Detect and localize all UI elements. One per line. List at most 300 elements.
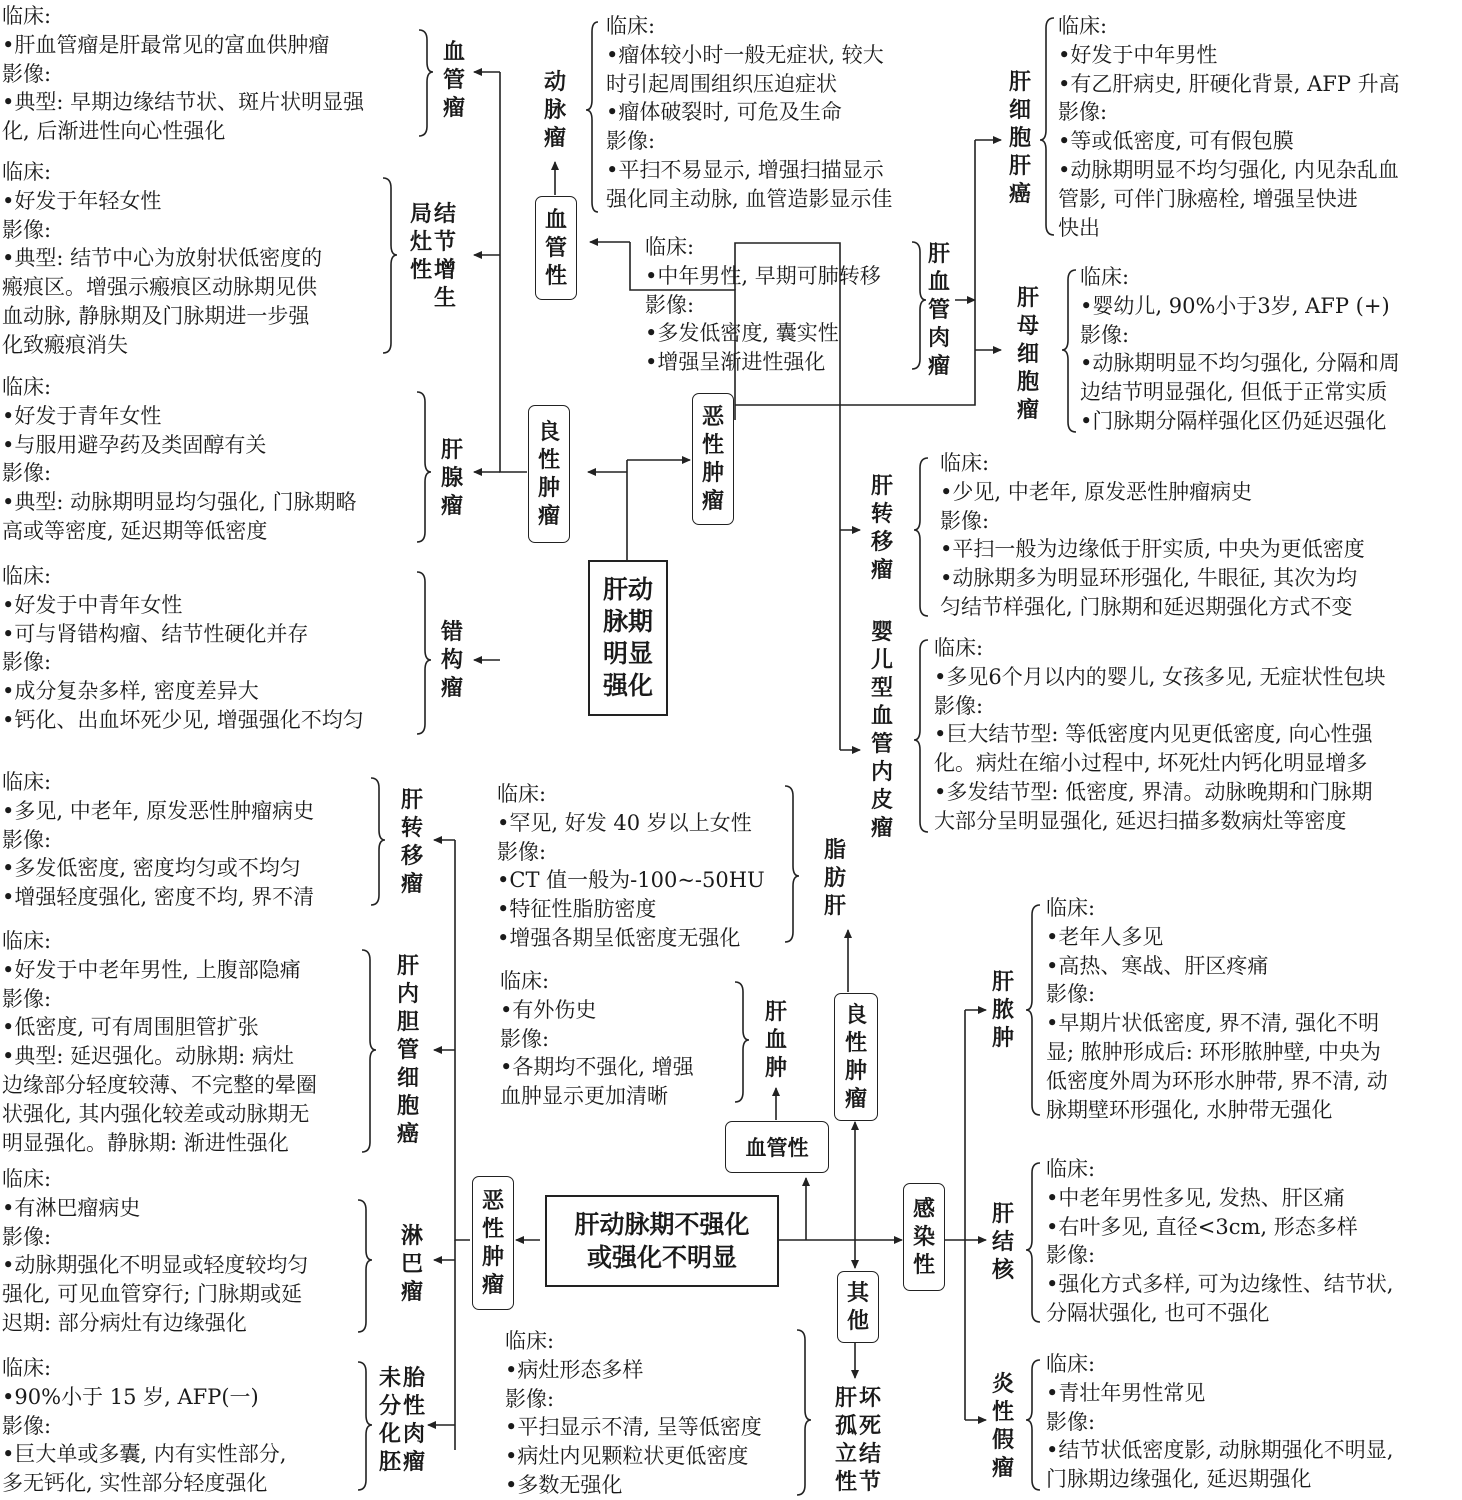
label-char: 细 [1016, 341, 1039, 367]
brace [797, 1330, 811, 1495]
text-line: 影像: [940, 508, 990, 533]
label-char: 结 [859, 1441, 882, 1467]
text-line: •瘤体较小时一般无症状, 较大 [606, 42, 884, 67]
text-line: 瘢痕区。增强示瘢痕区动脉期见供 [2, 275, 317, 300]
text-line: 影像: [645, 292, 695, 317]
text-line: 强化, 可见血管穿行; 门脉期或延 [2, 1282, 303, 1307]
label-char: 恶 [701, 404, 724, 430]
text-line: •动脉期多为明显环形强化, 牛眼征, 其次为均 [940, 566, 1358, 591]
text-line: •动脉期强化不明显或轻度较均匀 [2, 1253, 309, 1278]
label-char: 分 [378, 1393, 401, 1419]
label-char: 瘤 [440, 675, 463, 701]
top-title-line: 明显 [602, 639, 653, 668]
label-char: 死 [859, 1413, 882, 1439]
label-char: 移 [400, 843, 423, 869]
label-char: 瘤 [927, 353, 950, 379]
label-char: 婴 [870, 619, 893, 645]
text-line: 边缘部分轻度较薄、不完整的晕圈 [2, 1072, 317, 1097]
label-char: 皮 [870, 787, 893, 813]
label-char: 瘤 [1016, 397, 1039, 423]
hematoma-text [762, 998, 790, 1082]
label-char: 瘤 [442, 95, 465, 121]
text-line: 临床: [2, 1356, 52, 1380]
label-char: 灶 [409, 229, 432, 255]
text-line: •典型: 结节中心为放射状低密度的 [2, 246, 323, 271]
label-char: 细 [396, 1065, 419, 1091]
label-char: 腺 [440, 465, 463, 491]
brace [417, 572, 431, 734]
text-line: •结节状低密度影, 动脉期强化不明显, [1046, 1438, 1394, 1463]
brace [419, 30, 433, 136]
text-line: 影像: [1080, 322, 1130, 347]
label-char: 血 [442, 39, 465, 65]
text-line: 临床: [2, 929, 52, 953]
text-line: 匀结节样强化, 门脉期和延迟期强化方式不变 [940, 594, 1353, 619]
label-char: 管 [544, 235, 567, 261]
label-char: 血 [544, 207, 567, 233]
text-line: 影像: [2, 461, 52, 486]
label-char: 化 [378, 1421, 401, 1447]
text-line: 明显强化。静脉期: 渐进性强化 [2, 1130, 289, 1155]
pseudotumor-label [989, 1370, 1017, 1482]
label-char: 肿 [701, 460, 724, 486]
label-char: 孤 [834, 1413, 857, 1439]
text-line: •有乙肝病史, 肝硬化背景, AFP 升高 [1058, 71, 1400, 96]
text-line: 临床: [2, 4, 52, 28]
angiosarcoma-text [925, 240, 953, 380]
text-line: •等或低密度, 可有假包膜 [1058, 129, 1294, 154]
brace [735, 982, 749, 1102]
text-line: •中年男性, 早期可肺转移 [645, 263, 881, 288]
text-line: •好发于青年女性 [2, 403, 162, 428]
connector [455, 840, 470, 1240]
icc-text [394, 952, 422, 1148]
top-metastasis-text [868, 472, 896, 584]
brace [362, 950, 376, 1152]
label-char: 肿 [991, 1025, 1014, 1051]
adenoma-label [438, 436, 466, 520]
text-line: 临床: [2, 770, 52, 794]
lipoma-label [821, 836, 849, 920]
text-line: •90%小于 15 岁, AFP(一) [2, 1384, 259, 1409]
text-line: 影像: [2, 217, 52, 242]
label-char: 瘤 [543, 125, 566, 151]
label-char: 癌 [396, 1121, 419, 1147]
label-char: 炎 [991, 1371, 1014, 1397]
label-char: 肝 [927, 241, 950, 267]
top-title-scroll [588, 560, 668, 716]
text-line: •肝血管瘤是肝最常见的富血供肿瘤 [2, 32, 330, 57]
label-char: 性 [481, 1216, 504, 1242]
label-char: 型 [870, 675, 893, 701]
text-line: •早期片状低密度, 界不清, 强化不明 [1046, 1011, 1380, 1036]
label-char: 转 [400, 815, 423, 841]
text-line: 显; 脓肿形成后: 环形脓肿壁, 中央为 [1046, 1039, 1381, 1064]
label-char: 肝 [400, 787, 423, 813]
text-line: •与服用避孕药及类固醇有关 [2, 432, 267, 457]
text-line: •少见, 中老年, 原发恶性肿瘤病史 [940, 479, 1253, 504]
fnh-block [2, 158, 322, 360]
brace [383, 178, 397, 353]
label-char: 脂 [823, 837, 846, 863]
text-line: 临床: [645, 235, 695, 259]
aneurysm-block [606, 12, 892, 214]
label-char: 胚 [378, 1449, 401, 1475]
bottom-benign-box [834, 993, 878, 1121]
label-char: 淋 [400, 1223, 423, 1249]
label-char: 胆 [396, 1009, 419, 1035]
label-char: 他 [846, 1308, 869, 1334]
text-line: 临床: [934, 636, 984, 660]
text-line: 多无钙化, 实性部分轻度强化 [2, 1471, 268, 1496]
brace [914, 458, 928, 616]
label-char: 管 [927, 297, 950, 323]
label-char: 肿 [844, 1058, 867, 1084]
text-line: •好发于中老年男性, 上腹部隐痛 [2, 957, 301, 982]
label-char: 局 [409, 201, 432, 227]
brace [586, 22, 598, 212]
brace [912, 242, 926, 369]
label-char: 血 [870, 703, 893, 729]
text-line: 影像: [1058, 100, 1108, 125]
brace [785, 786, 799, 942]
label-char: 肝 [1008, 153, 1031, 179]
text-line: 临床: [1046, 1157, 1096, 1181]
label-char: 节 [434, 229, 457, 255]
label-char: 细 [1008, 97, 1031, 123]
text-line: •多发低密度, 囊实性 [645, 321, 839, 346]
label-char: 肝 [834, 1385, 857, 1411]
label-char: 胞 [1016, 369, 1039, 395]
label-char: 未 [378, 1365, 401, 1391]
text-line: 影像: [2, 986, 52, 1011]
label-char: 性 [544, 263, 567, 289]
label-char: 动 [543, 69, 566, 95]
label-char: 性 [701, 432, 724, 458]
label-char: 瘤 [481, 1272, 504, 1298]
label-char: 转 [870, 501, 893, 527]
label-char: 血 [764, 1027, 787, 1053]
text-line: 强化同主动脉, 血管造影显示佳 [606, 186, 893, 211]
label-char: 性 [403, 1393, 426, 1419]
undiff-sarcoma-columns [374, 1364, 430, 1476]
label-char: 瘤 [991, 1455, 1014, 1481]
text-line: 化, 后渐进性向心性强化 [2, 119, 226, 144]
lymphoma-label [398, 1222, 426, 1306]
text-line: 影像: [934, 693, 984, 718]
text-line: •多发低密度, 密度均匀或不均匀 [2, 856, 301, 881]
text-line: •增强轻度强化, 密度不均, 界不清 [2, 885, 315, 910]
label-char: 瘤 [403, 1449, 426, 1475]
brace [1026, 905, 1040, 1115]
label-char: 肝 [1008, 69, 1031, 95]
solitary-necrotic-block [505, 1327, 762, 1500]
label-char: 母 [1016, 313, 1039, 339]
text-line: 临床: [2, 1167, 52, 1191]
text-line: •病灶形态多样 [505, 1357, 644, 1382]
bottom-malignant-box [472, 1176, 514, 1310]
text-line: 临床: [1080, 265, 1130, 289]
hamartoma-block [2, 562, 364, 735]
bottom-malignant-text [482, 1187, 504, 1299]
text-line: 影像: [606, 129, 656, 154]
label-char: 良 [537, 419, 560, 445]
text-line: •好发于中年男性 [1058, 42, 1218, 67]
label-char: 管 [442, 67, 465, 93]
text-line: 影像: [2, 650, 52, 675]
label-char: 肿 [537, 475, 560, 501]
text-line: 化致瘢痕消失 [2, 332, 128, 357]
pseudotumor-block [1046, 1350, 1393, 1494]
label-char: 假 [991, 1427, 1014, 1453]
top-title-line: 脉期 [602, 607, 653, 636]
tuberculosis-block [1046, 1155, 1393, 1328]
text-line: 影像: [2, 1413, 52, 1438]
label-char: 肪 [823, 865, 846, 891]
snn-col2 [859, 1384, 881, 1496]
text-line: •可与肾错构瘤、结节性硬化并存 [2, 621, 309, 646]
label-char: 肝 [396, 953, 419, 979]
text-line: •成分复杂多样, 密度差异大 [2, 679, 259, 704]
label-char: 肝 [870, 473, 893, 499]
brace [914, 640, 928, 832]
label-char: 节 [859, 1469, 882, 1495]
text-line: •动脉期明显不均匀强化, 分隔和周 [1080, 351, 1400, 376]
label-char: 血 [927, 269, 950, 295]
text-line: 临床: [505, 1329, 555, 1353]
bottom-metastasis-label [398, 786, 426, 898]
bottom-title-scroll [545, 1195, 779, 1287]
top-malignant-text [702, 403, 724, 515]
text-line: 临床: [606, 14, 656, 38]
label-char: 肝 [764, 999, 787, 1025]
icc-label [394, 952, 422, 1148]
top-vascular-text [545, 206, 567, 290]
text-line: •动脉期明显不均匀强化, 内见杂乱血 [1058, 157, 1399, 182]
icc-block [2, 927, 317, 1157]
infant-hemangio-text [868, 618, 896, 842]
text-line: 临床: [1058, 14, 1108, 38]
bottom-title-line: 或强化不明显 [586, 1243, 737, 1272]
text-line: 临床: [2, 160, 52, 184]
top-vascular-box [535, 196, 577, 300]
label-char: 内 [870, 759, 893, 785]
brace [358, 1200, 372, 1332]
bottom-title-line: 肝动脉期不强化 [574, 1210, 750, 1239]
text-line: 化。病灶在缩小过程中, 坏死灶内钙化明显增多 [934, 751, 1368, 776]
label-char: 结 [434, 201, 457, 227]
text-line: •婴幼儿, 90%小于3岁, AFP (+) [1080, 293, 1390, 318]
text-line: •巨大单或多囊, 内有实性部分, [2, 1442, 287, 1467]
text-line: •平扫显示不清, 呈等低密度 [505, 1415, 762, 1440]
bottom-benign-text [845, 1001, 867, 1113]
brace [358, 1362, 372, 1490]
text-line: •多见, 中老年, 原发恶性肿瘤病史 [2, 798, 315, 823]
label-char: 巴 [400, 1251, 423, 1277]
lipoma-block [497, 780, 765, 953]
text-line: •低密度, 可有周围胆管扩张 [2, 1015, 259, 1040]
text-line: •病灶内见颗粒状更低密度 [505, 1444, 749, 1469]
brace [417, 392, 431, 542]
aneurysm-text [541, 68, 569, 152]
text-line: 影像: [2, 827, 52, 852]
text-line: 临床: [1046, 896, 1096, 920]
text-line: •平扫不易显示, 增强扫描显示 [606, 157, 884, 182]
label-char: 肿 [764, 1055, 787, 1081]
text-line: 脉期壁环形强化, 水肿带无强化 [1046, 1097, 1333, 1122]
top-metastasis-label [868, 472, 896, 584]
aneurysm-label [541, 68, 569, 152]
label-char: 肝 [991, 1201, 1014, 1227]
label-char: 良 [844, 1002, 867, 1028]
text-line: •典型: 延迟强化。动脉期: 病灶 [2, 1044, 294, 1069]
text-line: •有外伤史 [500, 997, 597, 1022]
text-line: 管影, 可伴门脉癌栓, 增强呈快进 [1058, 186, 1358, 211]
abscess-text [989, 968, 1017, 1052]
label-char: 肉 [927, 325, 950, 351]
top-title-line: 肝动 [602, 575, 653, 604]
label-char: 性 [844, 1030, 867, 1056]
text-line: •高热、寒战、肝区疼痛 [1046, 953, 1269, 978]
hcc-block [1058, 12, 1400, 242]
undiff-col1 [379, 1364, 401, 1476]
text-line: 影像: [500, 1026, 550, 1051]
text-line: 大部分呈明显强化, 延迟扫描多数病灶等密度 [934, 808, 1347, 833]
label-char: 恶 [481, 1188, 504, 1214]
hcc-label [1006, 68, 1034, 208]
label-char: 脓 [991, 997, 1014, 1023]
text-line: •多见6个月以内的婴儿, 女孩多见, 无症状性包块 [934, 664, 1386, 689]
text-line: •有淋巴瘤病史 [2, 1195, 141, 1220]
text-line: 临床: [1046, 1352, 1096, 1376]
label-char: 坏 [859, 1385, 882, 1411]
angiosarcoma-label [925, 240, 953, 380]
solitary-necrotic-columns [830, 1384, 886, 1496]
text-line: •增强呈渐进性强化 [645, 350, 826, 375]
lymphoma-text [398, 1222, 426, 1306]
hepatoblastoma-block [1080, 263, 1400, 436]
label-char: 染 [912, 1224, 935, 1250]
text-line: •CT 值一般为-100~-50HU [497, 868, 765, 893]
undiff-col2 [403, 1364, 425, 1476]
label-char: 生 [434, 285, 457, 311]
fnh-col1 [410, 200, 432, 312]
text-line: •右叶多见, 直径<3cm, 形态多样 [1046, 1214, 1358, 1239]
text-line: •好发于年轻女性 [2, 188, 162, 213]
text-line: 快出 [1058, 215, 1100, 240]
label-char: 胞 [1008, 125, 1031, 151]
label-char: 性 [834, 1469, 857, 1495]
text-line: •增强各期呈低密度无强化 [497, 925, 741, 950]
hemangioma-label [440, 38, 468, 122]
top-metastasis-block [940, 449, 1365, 622]
label-char: 胞 [396, 1093, 419, 1119]
label-char: 其 [846, 1280, 869, 1306]
text-line: 边结节明显强化, 但低于正常实质 [1080, 380, 1388, 405]
label-char: 瘤 [870, 557, 893, 583]
hepatoblastoma-text [1014, 284, 1042, 424]
brace [371, 778, 385, 905]
hematoma-block [500, 967, 694, 1111]
brace [1040, 18, 1054, 235]
hemangioma-text [440, 38, 468, 122]
label-char: 管 [396, 1037, 419, 1063]
label-char: 内 [396, 981, 419, 1007]
label-char: 感 [912, 1196, 935, 1222]
label-char: 肝 [1016, 285, 1039, 311]
abscess-label [989, 968, 1017, 1052]
text-line: •门脉期分隔样强化区仍延迟强化 [1080, 408, 1387, 433]
undiff-sarcoma-block [2, 1354, 286, 1498]
label-char: 性 [991, 1399, 1014, 1425]
text-line: 影像: [1046, 1243, 1096, 1268]
text-line: 影像: [497, 839, 547, 864]
text-line: 门脉期边缘强化, 延迟期强化 [1046, 1467, 1312, 1492]
text-line: •中老年男性多见, 发热、肝区痛 [1046, 1185, 1345, 1210]
label-char: 瘤 [440, 493, 463, 519]
top-malignant-box [692, 393, 734, 525]
text-line: •青壮年男性常见 [1046, 1380, 1206, 1405]
text-line: •巨大结节型: 等低密度内见更低密度, 向心性强 [934, 722, 1373, 747]
bottom-other-box [837, 1271, 879, 1343]
text-line: •特征性脂肪密度 [497, 897, 657, 922]
fnh-col2 [434, 200, 456, 312]
text-line: 影像: [1046, 1409, 1096, 1434]
hemangioma-block [2, 2, 364, 146]
label-char: 性 [912, 1252, 935, 1278]
bottom-infection-text [913, 1195, 935, 1279]
brace [1026, 1163, 1040, 1322]
label-char: 肿 [481, 1244, 504, 1270]
label-char: 瘤 [701, 488, 724, 514]
text-line: 血动脉, 静脉期及门脉期进一步强 [2, 303, 310, 328]
infant-hemangio-label [868, 618, 896, 842]
bottom-other-text [847, 1279, 869, 1335]
text-line: 时引起周围组织压迫症状 [606, 71, 837, 96]
bottom-metastasis-text [398, 786, 426, 898]
label-char: 增 [434, 257, 457, 283]
label-char: 性 [409, 257, 432, 283]
label-char: 儿 [870, 647, 893, 673]
tuberculosis-label [989, 1200, 1017, 1284]
label-char: 结 [991, 1229, 1014, 1255]
infant-hemangio-block [934, 634, 1385, 836]
text-line: •多发结节型: 低密度, 界清。动脉晚期和门脉期 [934, 779, 1373, 804]
adenoma-block [2, 373, 357, 546]
label-char: 立 [834, 1441, 857, 1467]
text-line: •强化方式多样, 可为边缘性、结节状, [1046, 1272, 1394, 1297]
label-char: 肝 [823, 893, 846, 919]
brace [1026, 1360, 1040, 1490]
tuberculosis-text [989, 1200, 1017, 1284]
lipoma-text [821, 836, 849, 920]
label-char: 肝 [991, 969, 1014, 995]
lymphoma-block [2, 1165, 308, 1338]
hamartoma-label [438, 618, 466, 702]
text-line: •好发于中青年女性 [2, 592, 183, 617]
label-char: 管 [870, 731, 893, 757]
text-line: 迟期: 部分病灶有边缘强化 [2, 1310, 247, 1335]
text-line: 血肿显示更加清晰 [500, 1084, 668, 1109]
brace [1062, 270, 1076, 432]
text-line: 分隔状强化, 也可不强化 [1046, 1300, 1270, 1325]
hepatoblastoma-label [1014, 284, 1042, 424]
text-line: 高或等密度, 延迟期等低密度 [2, 518, 268, 543]
angiosarcoma-block [645, 233, 881, 377]
label-char: 性 [537, 447, 560, 473]
text-line: 影像: [2, 1224, 52, 1249]
pseudotumor-text [989, 1370, 1017, 1482]
